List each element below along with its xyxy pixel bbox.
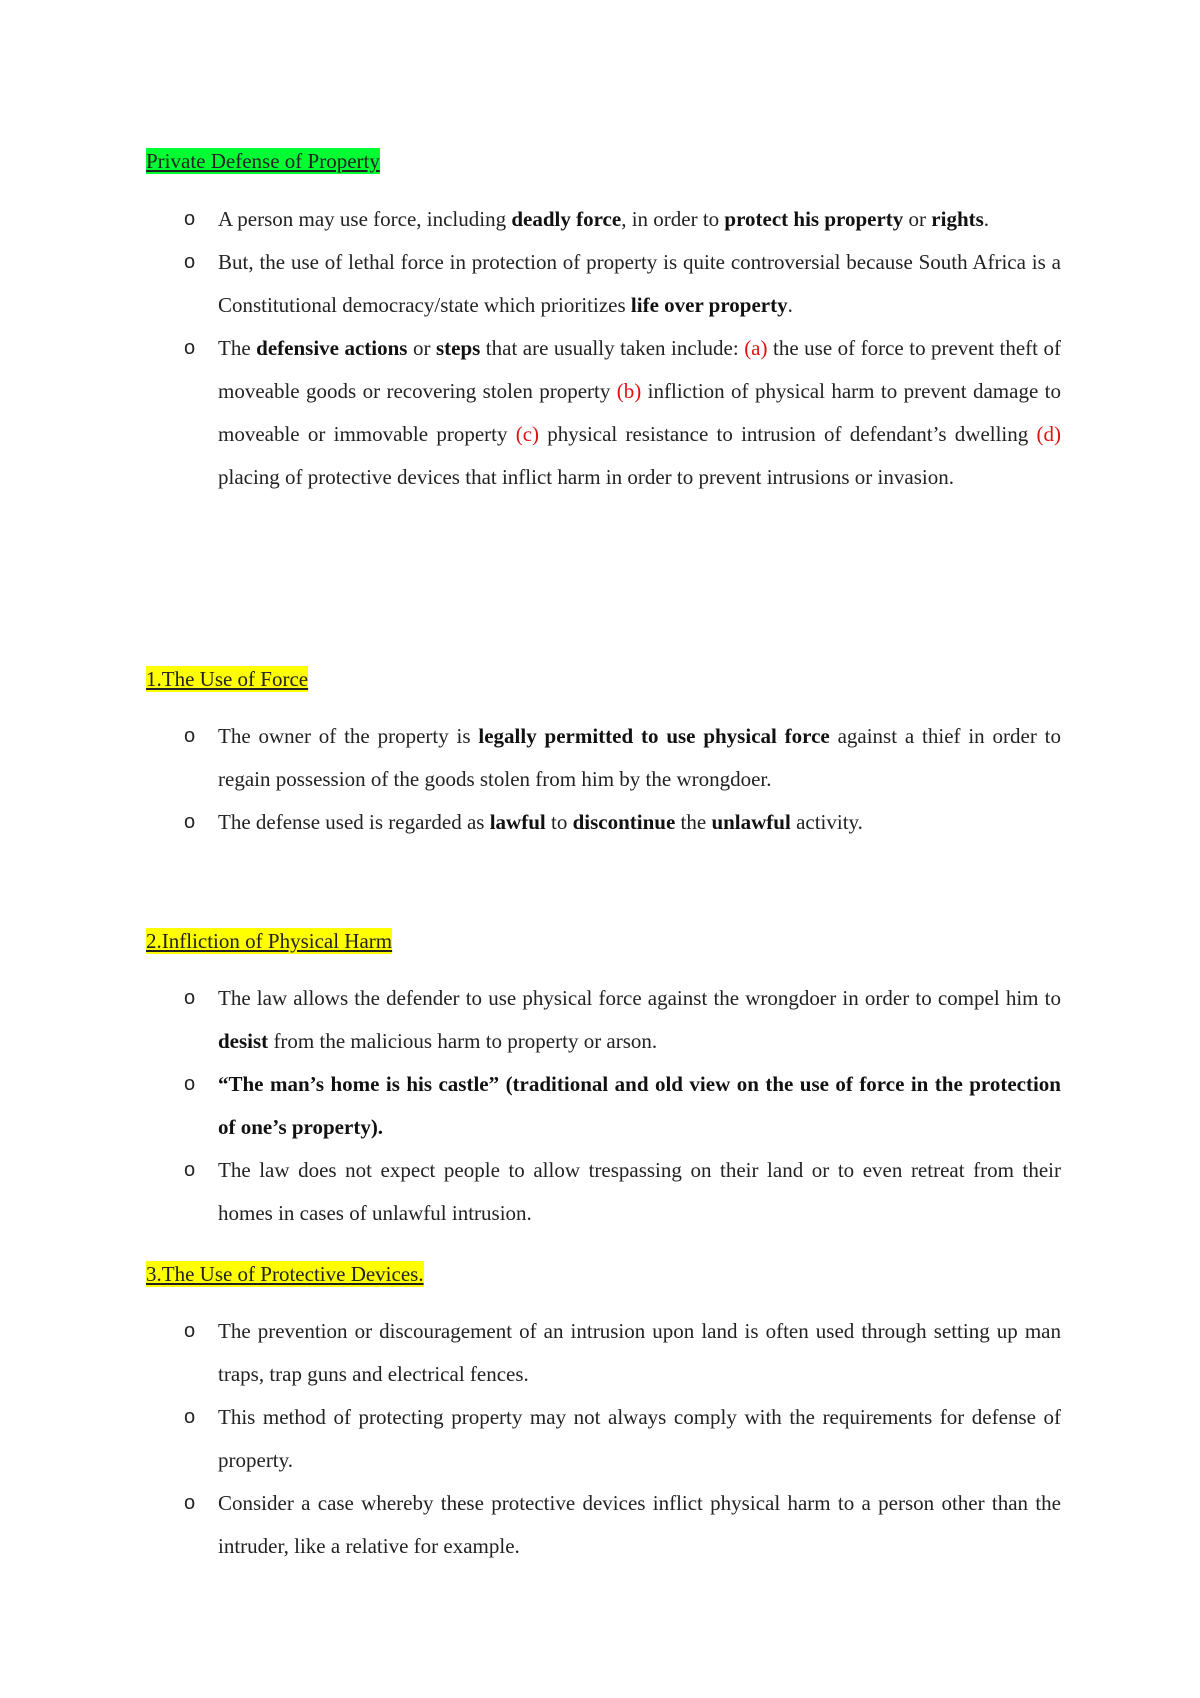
list-item bbox=[0, 715, 1200, 801]
section-heading-physical-harm: 2.Infliction of Physical Harm bbox=[146, 929, 393, 953]
bullet-text: Consider a case whereby these protective devices inflict physical harm to a person other than the intruder, like a relative for example. bbox=[218, 1491, 1061, 1558]
enumeration-marker: (c) bbox=[515, 422, 540, 446]
bullet-text: But, the use of lethal force in protection of property is quite controversial because South Africa is a Constitutional democracy/state which prioritizes life over property. bbox=[218, 250, 1061, 317]
bullet-text: “The man’s home is his castle” (traditional and old view on the use of force in the protection of one’s property). bbox=[218, 1072, 1061, 1139]
section-heading-use-of-force: 1.The Use of Force bbox=[146, 667, 309, 691]
bullet-icon: o bbox=[184, 1073, 196, 1095]
bullet-list-physical-harm bbox=[0, 977, 1200, 1235]
bullet-icon: o bbox=[184, 1320, 196, 1342]
list-item bbox=[0, 1396, 1200, 1482]
bullet-icon: o bbox=[184, 811, 196, 833]
bullet-list-use-of-force bbox=[0, 715, 1200, 844]
enumeration-marker: (b) bbox=[616, 379, 642, 403]
bullet-icon: o bbox=[184, 987, 196, 1009]
bullet-text: This method of protecting property may not always comply with the requirements for defense of property. bbox=[218, 1405, 1061, 1472]
bullet-icon: o bbox=[184, 1492, 196, 1514]
bullet-icon: o bbox=[184, 251, 196, 273]
bullet-icon: o bbox=[184, 337, 196, 359]
bullet-list-protective-devices bbox=[0, 1310, 1200, 1568]
bullet-text: The law allows the defender to use physical force against the wrongdoer in order to compel him to desist from the malicious harm to property or arson. bbox=[218, 986, 1061, 1053]
list-item bbox=[0, 198, 1200, 241]
bullet-icon: o bbox=[184, 1406, 196, 1428]
bullet-list-private-defense bbox=[0, 198, 1200, 499]
bullet-icon: o bbox=[184, 1159, 196, 1181]
list-item bbox=[0, 801, 1200, 844]
bullet-text: The owner of the property is legally permitted to use physical force against a thief in order to regain possession of the goods stolen from him by the wrongdoer. bbox=[218, 724, 1061, 791]
list-item bbox=[0, 977, 1200, 1063]
bullet-text: The defense used is regarded as lawful to discontinue the unlawful activity. bbox=[218, 810, 863, 834]
enumeration-marker: (d) bbox=[1036, 422, 1062, 446]
list-item bbox=[0, 1063, 1200, 1149]
section-heading-private-defense: Private Defense of Property bbox=[146, 149, 380, 173]
list-item bbox=[0, 1149, 1200, 1235]
enumeration-marker: (a) bbox=[744, 336, 768, 360]
list-item bbox=[0, 241, 1200, 327]
section-heading-protective-devices: 3.The Use of Protective Devices. bbox=[146, 1262, 424, 1286]
list-item bbox=[0, 1310, 1200, 1396]
bullet-icon: o bbox=[184, 725, 196, 747]
list-item bbox=[0, 1482, 1200, 1568]
bullet-icon: o bbox=[184, 208, 196, 230]
list-item bbox=[0, 327, 1200, 499]
bullet-text: A person may use force, including deadly force, in order to protect his property or rights. bbox=[218, 207, 990, 231]
bullet-text: The prevention or discouragement of an intrusion upon land is often used through setting up man traps, trap guns and electrical fences. bbox=[218, 1319, 1061, 1386]
bullet-text: The defensive actions or steps that are usually taken include: (a) the use of force to prevent theft of moveable goods or recovering stolen property (b) infliction of physical harm to prevent damage to moveable or immovable property (c) physical resistance to intrusion of defendant’s dwelling (d) placing of protective devices that inflict harm in order to prevent intrusions or invasion. bbox=[218, 336, 1062, 489]
bullet-text: The law does not expect people to allow trespassing on their land or to even retreat from their homes in cases of unlawful intrusion. bbox=[218, 1158, 1061, 1225]
